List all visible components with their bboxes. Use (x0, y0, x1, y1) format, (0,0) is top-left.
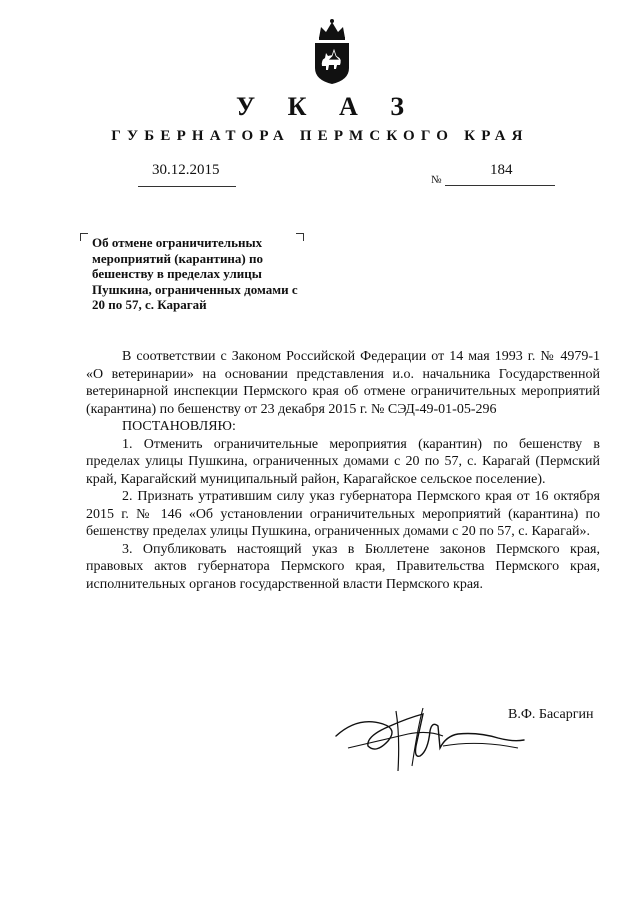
subject-corner-left (80, 233, 88, 241)
document-body (86, 348, 600, 593)
crown-icon (319, 19, 345, 40)
document-type-title: У К А З (236, 92, 417, 121)
decree-word: ПОСТАНОВЛЯЮ: (122, 419, 236, 434)
issuer-title: ГУБЕРНАТОРА ПЕРМСКОГО КРАЯ (111, 128, 529, 144)
decree-item-2: 2. Признать утратившим силу указ губернатора Пермского края от 16 октября 2015 г. № 146 «Об установлении ограничительных мероприятий (карантина) по бешенству пределах улицы Пушкина, ограниченных домами с 20 по 57, с. Карагай». (86, 489, 600, 539)
number-sign: № (431, 174, 442, 186)
handwritten-signature (328, 696, 528, 776)
document-date: 30.12.2015 (152, 162, 220, 178)
preamble-paragraph: В соответствии с Законом Российской Федерации от 14 мая 1993 г. № 4979-1 «О ветеринарии» на основании представления и.о. начальника Государственной ветеринарной инспекции Пермского края об отмене ограничительных мероприятий (карантина) по бешенству от 23 декабря 2015 г. № СЭД-49-01-05-296 (86, 349, 600, 417)
decree-item-1: 1. Отменить ограничительные мероприятия (карантин) по бешенству в пределах улицы Пушкина, ограниченных домами с 20 по 57, с. Карагай (Пермский край, Карагайский муниципальный район, Карагайское сельское поселение). (86, 436, 600, 487)
document-subject: Об отмене ограничительных мероприятий (карантина) по бешенству в пределах улицы Пушкина, ограниченных домами с 20 по 57, с. Карагай (92, 235, 298, 312)
coat-of-arms-emblem (309, 16, 355, 86)
document-number: 184 (490, 162, 513, 178)
number-underline (445, 185, 555, 186)
decree-item-3: 3. Опубликовать настоящий указ в Бюллетене законов Пермского края, правовых актов губернатора Пермского края, Правительства Пермского края, исполнительных органов государственной власти Пермского края. (86, 541, 600, 592)
signer-name: В.Ф. Басаргин (508, 707, 594, 722)
shield-icon (315, 43, 349, 84)
date-underline (138, 186, 236, 187)
